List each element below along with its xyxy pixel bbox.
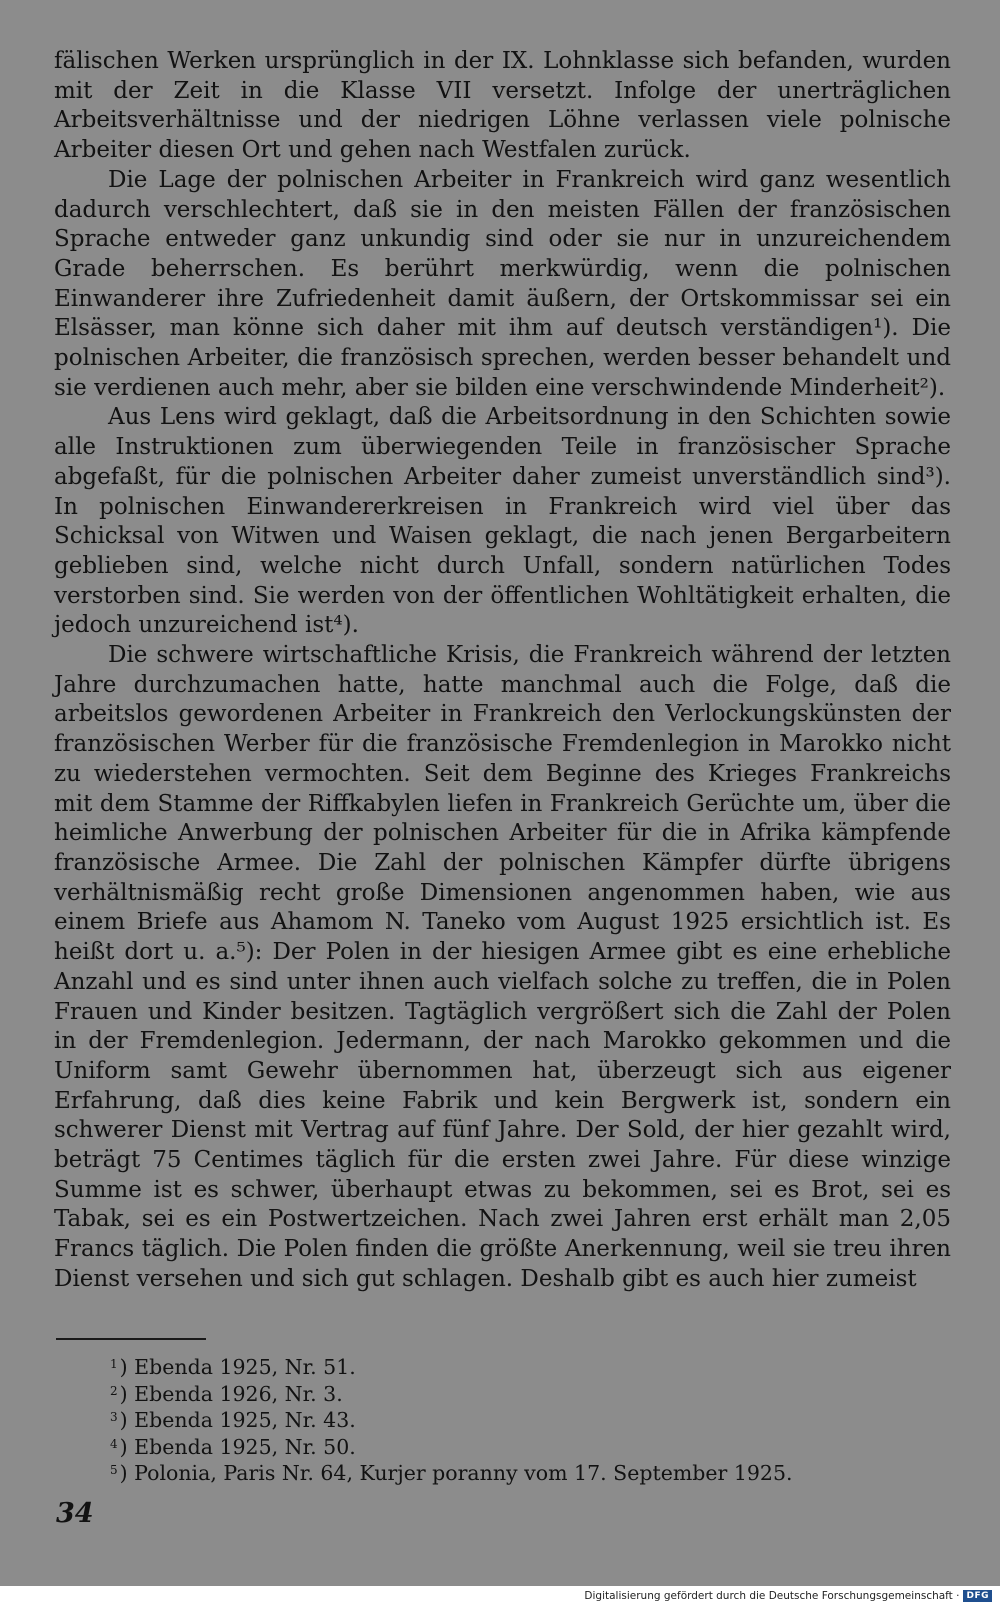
- paragraph-2: Die Lage der polnischen Arbeiter in Frankreich wird ganz wesentlich dadurch verschlechtert, daß sie in den meisten Fällen der französischen Sprache entweder ganz unkundig sind oder sie nur in unzureichendem Grade beherrschen. Es berührt merkwürdig, wenn die polnischen Einwanderer ihre Zufriedenheit damit äußern, der Ortskommissar sei ein Elsässer, man könne sich daher mit ihm auf deutsch verständigen¹). Die polnischen Arbeiter, die französisch sprechen, werden besser behandelt und sie verdienen auch mehr, aber sie bilden eine verschwindende Minderheit²).: [54, 166, 951, 401]
- footnote-1: [110, 1353, 950, 1380]
- footnote-2: [110, 1380, 950, 1407]
- dfg-logo-icon: DFG: [963, 1590, 992, 1602]
- footnote-text: ) Ebenda 1925, Nr. 43.: [119, 1408, 356, 1432]
- footnote-mark: 3: [110, 1410, 118, 1424]
- footnote-text: ) Polonia, Paris Nr. 64, Kurjer poranny vom 17. September 1925.: [119, 1461, 793, 1485]
- footnote-rule: [56, 1338, 206, 1340]
- footnote-text: ) Ebenda 1926, Nr. 3.: [119, 1381, 343, 1406]
- footnote-mark: 2: [110, 1383, 118, 1398]
- footnotes: [110, 1353, 950, 1486]
- footnote-mark: 5: [110, 1463, 118, 1477]
- page-number: 34: [56, 1498, 94, 1529]
- footnote-4: [110, 1433, 950, 1460]
- footnote-mark: 1: [110, 1357, 118, 1371]
- paragraph-1: fälischen Werken ursprünglich in der IX. Lohnklasse sich befanden, wurden mit der Zeit in die Klasse VII versetzt. Infolge der unerträglichen Arbeitsverhältnisse und der niedrigen Löhne verlassen viele polnische Arbeiter diesen Ort und gehen nach Westfalen zurück.: [54, 48, 951, 164]
- paragraph-3: Aus Lens wird geklagt, daß die Arbeitsordnung in den Schichten sowie alle Instruktionen zum überwiegenden Teile in französischer Sprache abgefaßt, für die polnischen Arbeiter daher zumeist unverständlich sind³). In polnischen Einwandererkreisen in Frankreich wird viel über das Schicksal von Witwen und Waisen geklagt, die nach jenen Bergarbeitern geblieben sind, welche nicht durch Unfall, sondern natürlichen Todes verstorben sind. Sie werden von der öffentlichen Wohltätigkeit erhalten, die jedoch unzureichend ist⁴).: [54, 404, 951, 639]
- footnote-mark: 4: [110, 1436, 118, 1451]
- footnote-3: [110, 1406, 950, 1433]
- credit-text: Digitalisierung gefördert durch die Deutsche Forschungsgemeinschaft ·: [584, 1590, 960, 1602]
- footnote-text: ) Ebenda 1925, Nr. 51.: [119, 1355, 356, 1379]
- digitization-credit: [584, 1590, 992, 1602]
- paragraph-4: Die schwere wirtschaftliche Krisis, die Frankreich während der letzten Jahre durchzumachen hatte, hatte manchmal auch die Folge, daß die arbeitslos gewordenen Arbeiter in Frankreich den Verlockungskünsten der französischen Werber für die französische Fremdenlegion in Marokko nicht zu wiederstehen vermochten. Seit dem Beginne des Krieges Frankreichs mit dem Stamme der Riffkabylen liefen in Frankreich Gerüchte um, über die heimliche Anwerbung der polnischen Arbeiter für die in Afrika kämpfende französische Armee. Die Zahl der polnischen Kämpfer dürfte übrigens verhältnismäßig recht große Dimensionen angenommen haben, wie aus einem Briefe aus Ahamom N. Taneko vom August 1925 ersichtlich ist. Es heißt dort u. a.⁵): Der Polen in der hiesigen Armee gibt es eine erhebliche Anzahl und es sind unter ihnen auch vielfach solche zu treffen, die in Polen Frauen und Kinder besitzen. Tagtäglich vergrößert sich die Zahl der Polen in der Fremdenlegion. Jedermann, der nach Marokko gekommen und die Uniform samt Gewehr übernommen hat, überzeugt sich aus eigener Erfahrung, daß dies keine Fabrik und kein Bergwerk ist, sondern ein schwerer Dienst mit Vertrag auf fünf Jahre. Der Sold, der hier gezahlt wird, beträgt 75 Centimes täglich für die ersten zwei Jahre. Für diese winzige Summe ist es schwer, überhaupt etwas zu bekommen, sei es Brot, sei es Tabak, sei es ein Postwertzeichen. Nach zwei Jahren erst erhält man 2,05 Francs täglich. Die Polen finden die größte Anerkennung, weil sie treu ihren Dienst versehen und sich gut schlagen. Deshalb gibt es auch hier zumeist: [54, 642, 951, 1292]
- footnote-5: [110, 1459, 950, 1486]
- footnote-text: ) Ebenda 1925, Nr. 50.: [119, 1434, 356, 1459]
- body-text: [54, 47, 951, 1295]
